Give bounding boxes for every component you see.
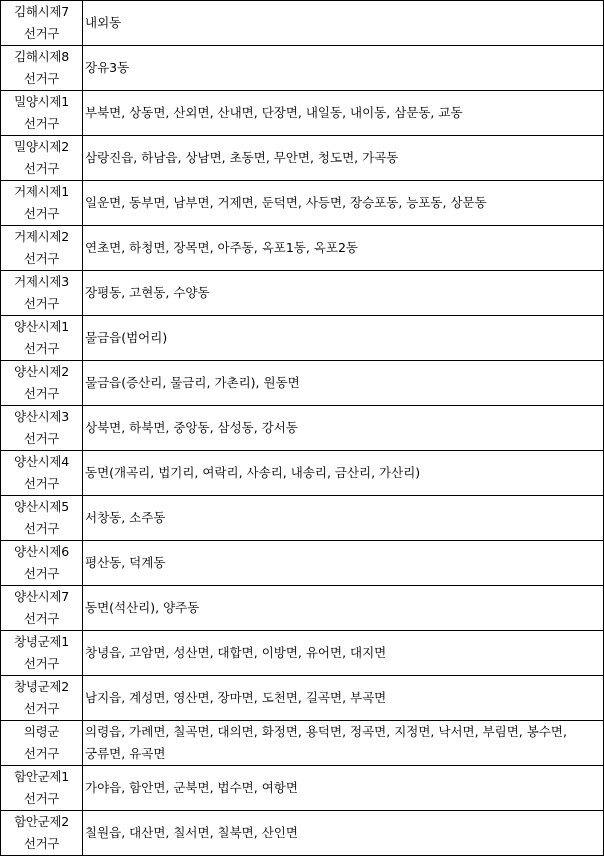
table-row [1,1,604,46]
district-name-cell: 양산시제3 선거구 [1,406,83,451]
district-area-cell: 물금읍(범어리) [83,316,604,361]
district-area-cell: 연초면, 하청면, 장목면, 아주동, 옥포1동, 옥포2동 [83,226,604,271]
table-row [1,676,604,721]
district-name-cell: 양산시제2 선거구 [1,361,83,406]
table-row [1,721,604,766]
table-row [1,406,604,451]
district-name-cell: 밀양시제1 선거구 [1,91,83,136]
table-row [1,586,604,631]
district-name-cell: 양산시제4 선거구 [1,451,83,496]
district-table-body [1,1,604,856]
district-name-cell: 양산시제1 선거구 [1,316,83,361]
district-name-cell: 의령군 선거구 [1,721,83,766]
district-name-cell: 양산시제7 선거구 [1,586,83,631]
table-row [1,136,604,181]
table-row [1,271,604,316]
district-area-cell: 장평동, 고현동, 수양동 [83,271,604,316]
table-row [1,541,604,586]
district-area-cell: 칠원읍, 대산면, 칠서면, 칠북면, 산인면 [83,811,604,856]
table-row [1,496,604,541]
district-name-cell: 함안군제1 선거구 [1,766,83,811]
district-area-cell: 서창동, 소주동 [83,496,604,541]
district-name-cell: 양산시제5 선거구 [1,496,83,541]
district-name-cell: 김해시제8 선거구 [1,46,83,91]
district-name-cell: 거제시제3 선거구 [1,271,83,316]
district-name-cell: 창녕군제1 선거구 [1,631,83,676]
district-name-cell: 거제시제1 선거구 [1,181,83,226]
table-row [1,361,604,406]
district-area-cell: 의령읍, 가례면, 칠곡면, 대의면, 화정면, 용덕면, 정곡면, 지정면, 낙서면, 부림면, 봉수면, 궁류면, 유곡면 [83,721,604,766]
district-area-cell: 가야읍, 함안면, 군북면, 법수면, 여항면 [83,766,604,811]
district-area-cell: 남지읍, 계성면, 영산면, 장마면, 도천면, 길곡면, 부곡면 [83,676,604,721]
table-row [1,631,604,676]
district-area-cell: 동면(석산리), 양주동 [83,586,604,631]
district-area-cell: 창녕읍, 고암면, 성산면, 대합면, 이방면, 유어면, 대지면 [83,631,604,676]
district-area-cell: 삼랑진읍, 하남읍, 상남면, 초동면, 무안면, 청도면, 가곡동 [83,136,604,181]
district-area-cell: 상북면, 하북면, 중앙동, 삼성동, 강서동 [83,406,604,451]
district-name-cell: 양산시제6 선거구 [1,541,83,586]
table-row [1,766,604,811]
district-area-cell: 부북면, 상동면, 산외면, 산내면, 단장면, 내일동, 내이동, 삼문동, 교동 [83,91,604,136]
district-name-cell: 함안군제2 선거구 [1,811,83,856]
district-area-cell: 물금읍(증산리, 물금리, 가촌리), 원동면 [83,361,604,406]
table-row [1,811,604,856]
district-area-cell: 내외동 [83,1,604,46]
table-row [1,451,604,496]
table-row [1,316,604,361]
table-row [1,46,604,91]
district-name-cell: 밀양시제2 선거구 [1,136,83,181]
district-area-cell: 평산동, 덕계동 [83,541,604,586]
district-name-cell: 김해시제7 선거구 [1,1,83,46]
district-area-cell: 장유3동 [83,46,604,91]
table-row [1,226,604,271]
table-row [1,91,604,136]
district-area-cell: 동면(개곡리, 법기리, 여락리, 사송리, 내송리, 금산리, 가산리) [83,451,604,496]
district-name-cell: 창녕군제2 선거구 [1,676,83,721]
table-row [1,181,604,226]
district-area-cell: 일운면, 동부면, 남부면, 거제면, 둔덕면, 사등면, 장승포동, 능포동, 상문동 [83,181,604,226]
district-name-cell: 거제시제2 선거구 [1,226,83,271]
